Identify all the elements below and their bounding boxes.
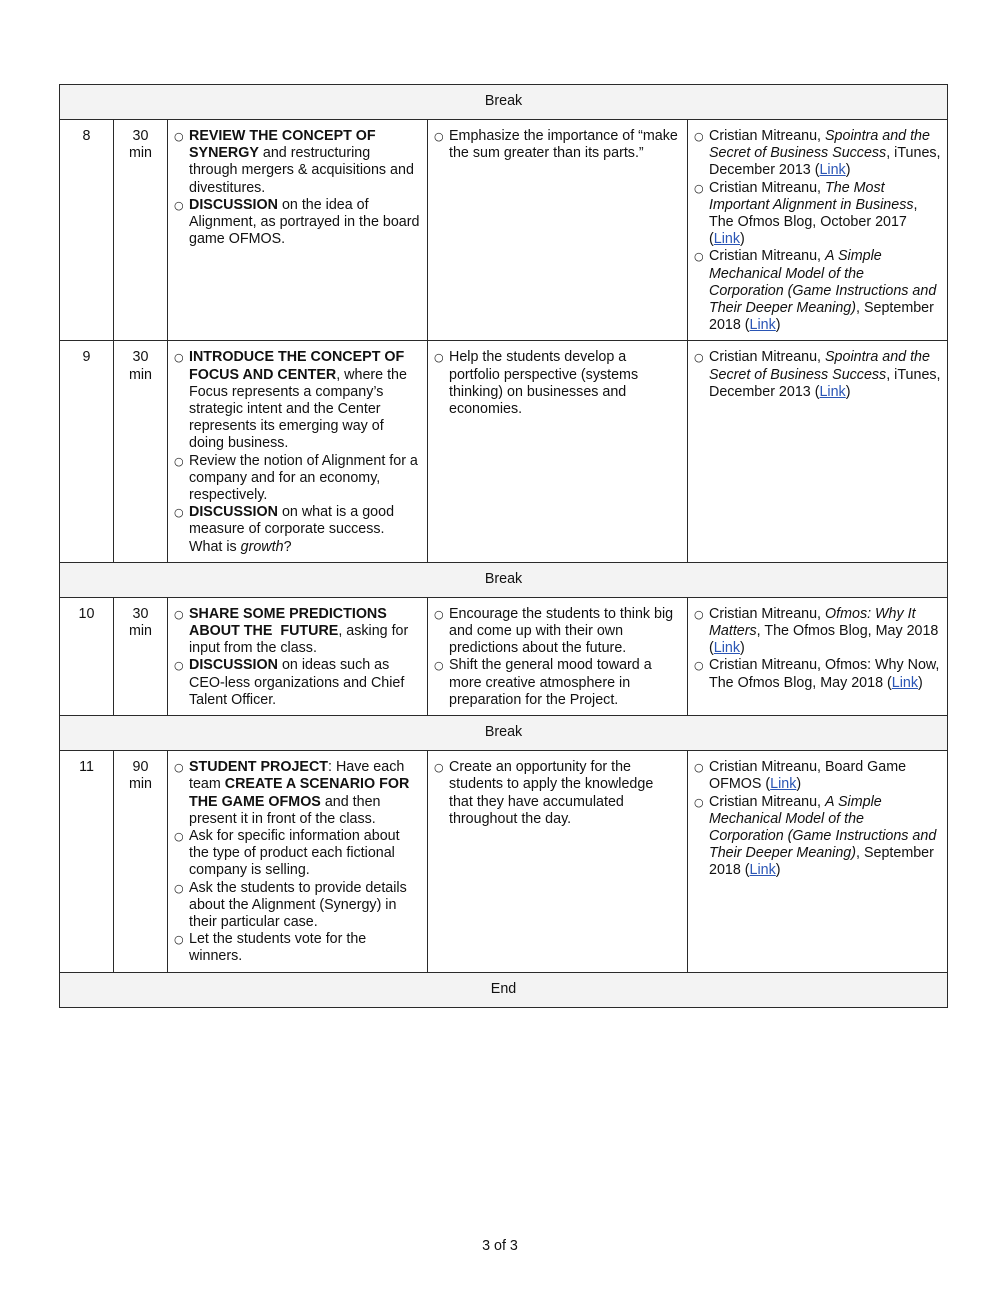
resource-item: ○ Cristian Mitreanu, Spointra and the Secret of Business Success, iTunes, December 2013 (Link)	[694, 349, 941, 401]
session-duration: 90 min	[114, 751, 168, 972]
resources-cell	[688, 751, 948, 972]
activity-item: ○ DISCUSSION on what is a good measure of corporate success. What is growth?	[174, 504, 421, 556]
objectives-cell	[428, 751, 688, 972]
end-row	[60, 972, 948, 1007]
activity-item: ○ STUDENT PROJECT: Have each team CREATE A SCENARIO FOR THE GAME OFMOS and then present it in front of the class.	[174, 759, 421, 828]
resource-link[interactable]: Link	[713, 640, 740, 657]
activity-item: ○ Ask the students to provide details about the Alignment (Synergy) in their particular case.	[174, 880, 421, 932]
resource-link[interactable]: Link	[749, 862, 776, 879]
resource-link[interactable]: Link	[819, 162, 846, 179]
resource-link[interactable]: Link	[819, 383, 846, 400]
activities-cell	[168, 341, 428, 562]
resource-item: ○ Cristian Mitreanu, Ofmos: Why It Matters, The Ofmos Blog, May 2018 (Link)	[694, 606, 941, 658]
session-number: 9	[60, 341, 114, 562]
activity-item: ○ Ask for specific information about the type of product each fictional company is selling.	[174, 828, 421, 880]
objectives-cell	[428, 120, 688, 341]
objectives-cell	[428, 597, 688, 715]
objective-item: ○ Help the students develop a portfolio perspective (systems thinking) on businesses and economies.	[434, 349, 681, 418]
objective-item: ○ Shift the general mood toward a more creative atmosphere in preparation for the Project.	[434, 657, 681, 709]
session-row-10	[60, 597, 948, 715]
objective-item: ○ Encourage the students to think big and come up with their own predictions about the future.	[434, 606, 681, 658]
session-number: 11	[60, 751, 114, 972]
activity-item: ○ Let the students vote for the winners.	[174, 931, 421, 965]
break-row	[60, 716, 948, 751]
resource-item: ○ Cristian Mitreanu, A Simple Mechanical Model of the Corporation (Game Instructions and Their Deeper Meaning), September 2018 (Link)	[694, 794, 941, 880]
objective-item: ○ Emphasize the importance of “make the sum greater than its parts.”	[434, 128, 681, 162]
resource-item: ○ Cristian Mitreanu, Board Game OFMOS (Link)	[694, 759, 941, 793]
objective-item: ○ Create an opportunity for the students to apply the knowledge that they have accumulated throughout the day.	[434, 759, 681, 828]
activity-item: ○ Review the notion of Alignment for a company and for an economy, respectively.	[174, 453, 421, 505]
activity-item: ○ SHARE SOME PREDICTIONS ABOUT THE FUTURE, asking for input from the class.	[174, 606, 421, 658]
activities-cell	[168, 597, 428, 715]
activity-item: ○ INTRODUCE THE CONCEPT OF FOCUS AND CENTER, where the Focus represents a company’s strategic intent and the Center represents its emerging way of doing business.	[174, 349, 421, 452]
activity-item: ○ DISCUSSION on the idea of Alignment, as portrayed in the board game OFMOS.	[174, 197, 421, 249]
session-number: 10	[60, 597, 114, 715]
session-duration: 30 min	[114, 597, 168, 715]
activities-cell	[168, 751, 428, 972]
break-row	[60, 562, 948, 597]
session-row-9	[60, 341, 948, 562]
objectives-cell	[428, 341, 688, 562]
session-row-8	[60, 120, 948, 341]
resource-item: ○ Cristian Mitreanu, Spointra and the Secret of Business Success, iTunes, December 2013 (Link)	[694, 128, 941, 180]
session-duration: 30 min	[114, 120, 168, 341]
resource-link[interactable]: Link	[713, 231, 740, 248]
resources-cell	[688, 341, 948, 562]
resource-link[interactable]: Link	[749, 317, 776, 334]
break-row	[60, 85, 948, 120]
page-number: 3 of 3	[482, 1238, 518, 1254]
resource-item: ○ Cristian Mitreanu, Ofmos: Why Now, The Ofmos Blog, May 2018 (Link)	[694, 657, 941, 691]
break-label: Break	[60, 85, 948, 120]
break-label: Break	[60, 562, 948, 597]
resource-link[interactable]: Link	[770, 776, 797, 793]
resource-item: ○ Cristian Mitreanu, The Most Important Alignment in Business, The Ofmos Blog, October 2017 (Link)	[694, 180, 941, 249]
activities-cell	[168, 120, 428, 341]
session-row-11	[60, 751, 948, 972]
resources-cell	[688, 120, 948, 341]
end-label: End	[60, 972, 948, 1007]
break-label: Break	[60, 716, 948, 751]
activity-item: ○ DISCUSSION on ideas such as CEO-less organizations and Chief Talent Officer.	[174, 657, 421, 709]
session-number: 8	[60, 120, 114, 341]
session-duration: 30 min	[114, 341, 168, 562]
schedule-table	[59, 84, 948, 1008]
activity-item: ○ REVIEW THE CONCEPT OF SYNERGY and restructuring through mergers & acquisitions and divestitures.	[174, 128, 421, 197]
resource-item: ○ Cristian Mitreanu, A Simple Mechanical Model of the Corporation (Game Instructions and Their Deeper Meaning), September 2018 (Link)	[694, 248, 941, 334]
resource-link[interactable]: Link	[891, 674, 918, 691]
resources-cell	[688, 597, 948, 715]
